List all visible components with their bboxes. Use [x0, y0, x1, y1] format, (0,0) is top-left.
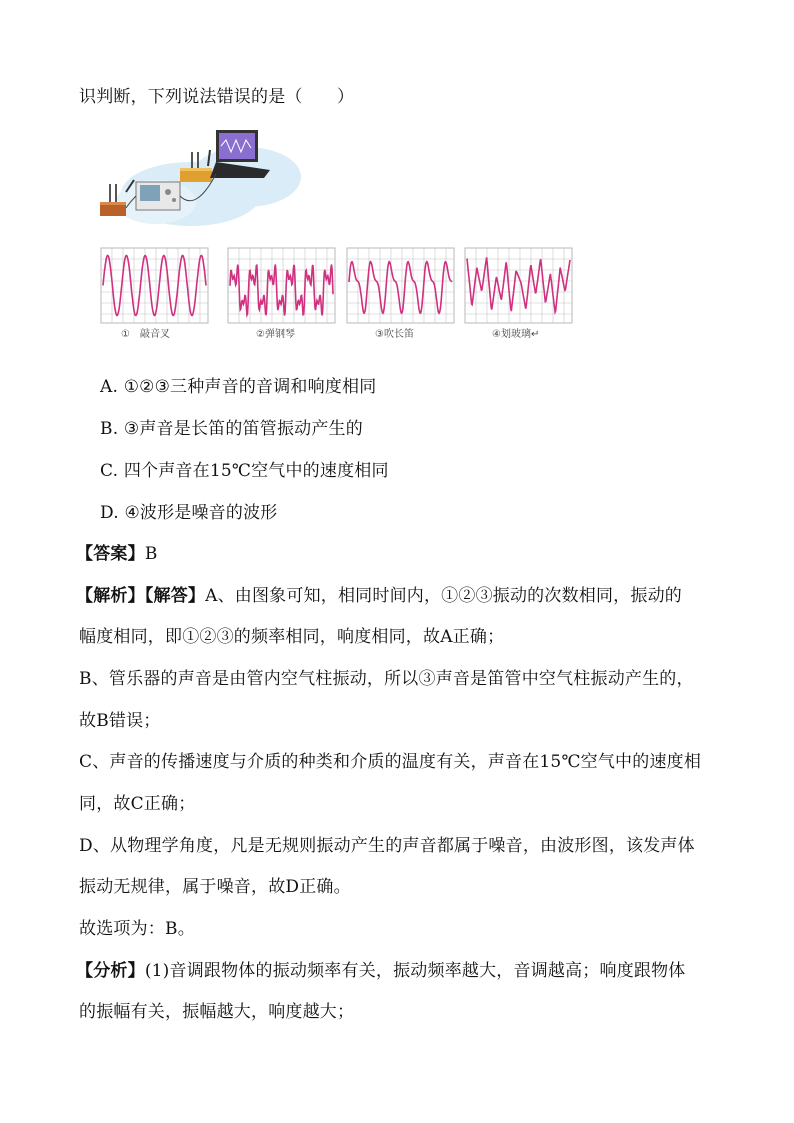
experiment-figure [96, 122, 596, 347]
analysis-line-9: 故选项为：B。 [79, 919, 195, 939]
option-d-letter: D. [100, 503, 119, 523]
analysis-line-1 [76, 585, 682, 607]
waveform-panel-3 [347, 248, 454, 323]
analysis-line-8: 振动无规律，属于噪音，故D正确。 [79, 877, 351, 897]
fenxi-line-1 [76, 960, 686, 982]
analysis-line-3: B、管乐器的声音是由管内空气柱振动，所以③声音是笛管中空气柱振动产生的， [79, 669, 694, 689]
option-d [100, 502, 277, 524]
analysis-line-2: 幅度相同，即①②③的频率相同，响度相同，故A正确； [79, 627, 505, 647]
answer-line [76, 543, 158, 565]
analysis-text-1: A、由图象可知，相同时间内，①②③振动的次数相同，振动的 [205, 586, 682, 606]
option-a [100, 376, 376, 398]
fenxi-label: 【分析】 [76, 961, 145, 981]
option-b-letter: B. [100, 419, 119, 439]
analysis-label: 【解析】【解答】 [76, 586, 206, 606]
waveform-panel-4 [465, 248, 572, 323]
option-c [100, 460, 389, 482]
option-b [100, 418, 363, 440]
answer-label: 【答案】 [76, 544, 145, 564]
option-a-letter: A. [100, 377, 119, 397]
fenxi-line-2: 的振幅有关，振幅越大，响度越大； [79, 1002, 355, 1022]
analysis-line-5: C、声音的传播速度与介质的种类和介质的温度有关，声音在15℃空气中的速度相 [79, 752, 702, 772]
option-a-text: ①②③三种声音的音调和响度相同 [123, 377, 377, 397]
wave-label-1: ① 敲音叉 [121, 329, 170, 340]
option-d-text: ④波形是噪音的波形 [124, 503, 278, 523]
option-c-letter: C. [100, 461, 119, 481]
fenxi-text-1: (1)音调跟物体的振动频率有关，振动频率越大，音调越高；响度跟物体 [144, 961, 686, 981]
waveform-panel-2 [228, 248, 335, 323]
waveform-panel-1 [101, 248, 208, 323]
analysis-line-6: 同，故C正确； [79, 794, 196, 814]
analysis-line-7: D、从物理学角度，凡是无规则振动产生的声音都属于噪音，由波形图，该发声体 [79, 836, 695, 856]
analysis-line-4: 故B错误； [79, 711, 161, 731]
answer-value: B [144, 544, 158, 564]
wave-label-3: ③吹长笛 [375, 329, 414, 340]
apparatus-illustration [100, 130, 301, 226]
wave-label-2: ②弹钢琴 [256, 329, 295, 340]
option-c-text: 四个声音在15℃空气中的速度相同 [123, 461, 389, 481]
option-b-text: ③声音是长笛的笛管振动产生的 [123, 419, 363, 439]
question-stem: 识判断，下列说法错误的是（ ） [79, 87, 355, 107]
wave-label-4: ④划玻璃↵ [492, 329, 540, 340]
